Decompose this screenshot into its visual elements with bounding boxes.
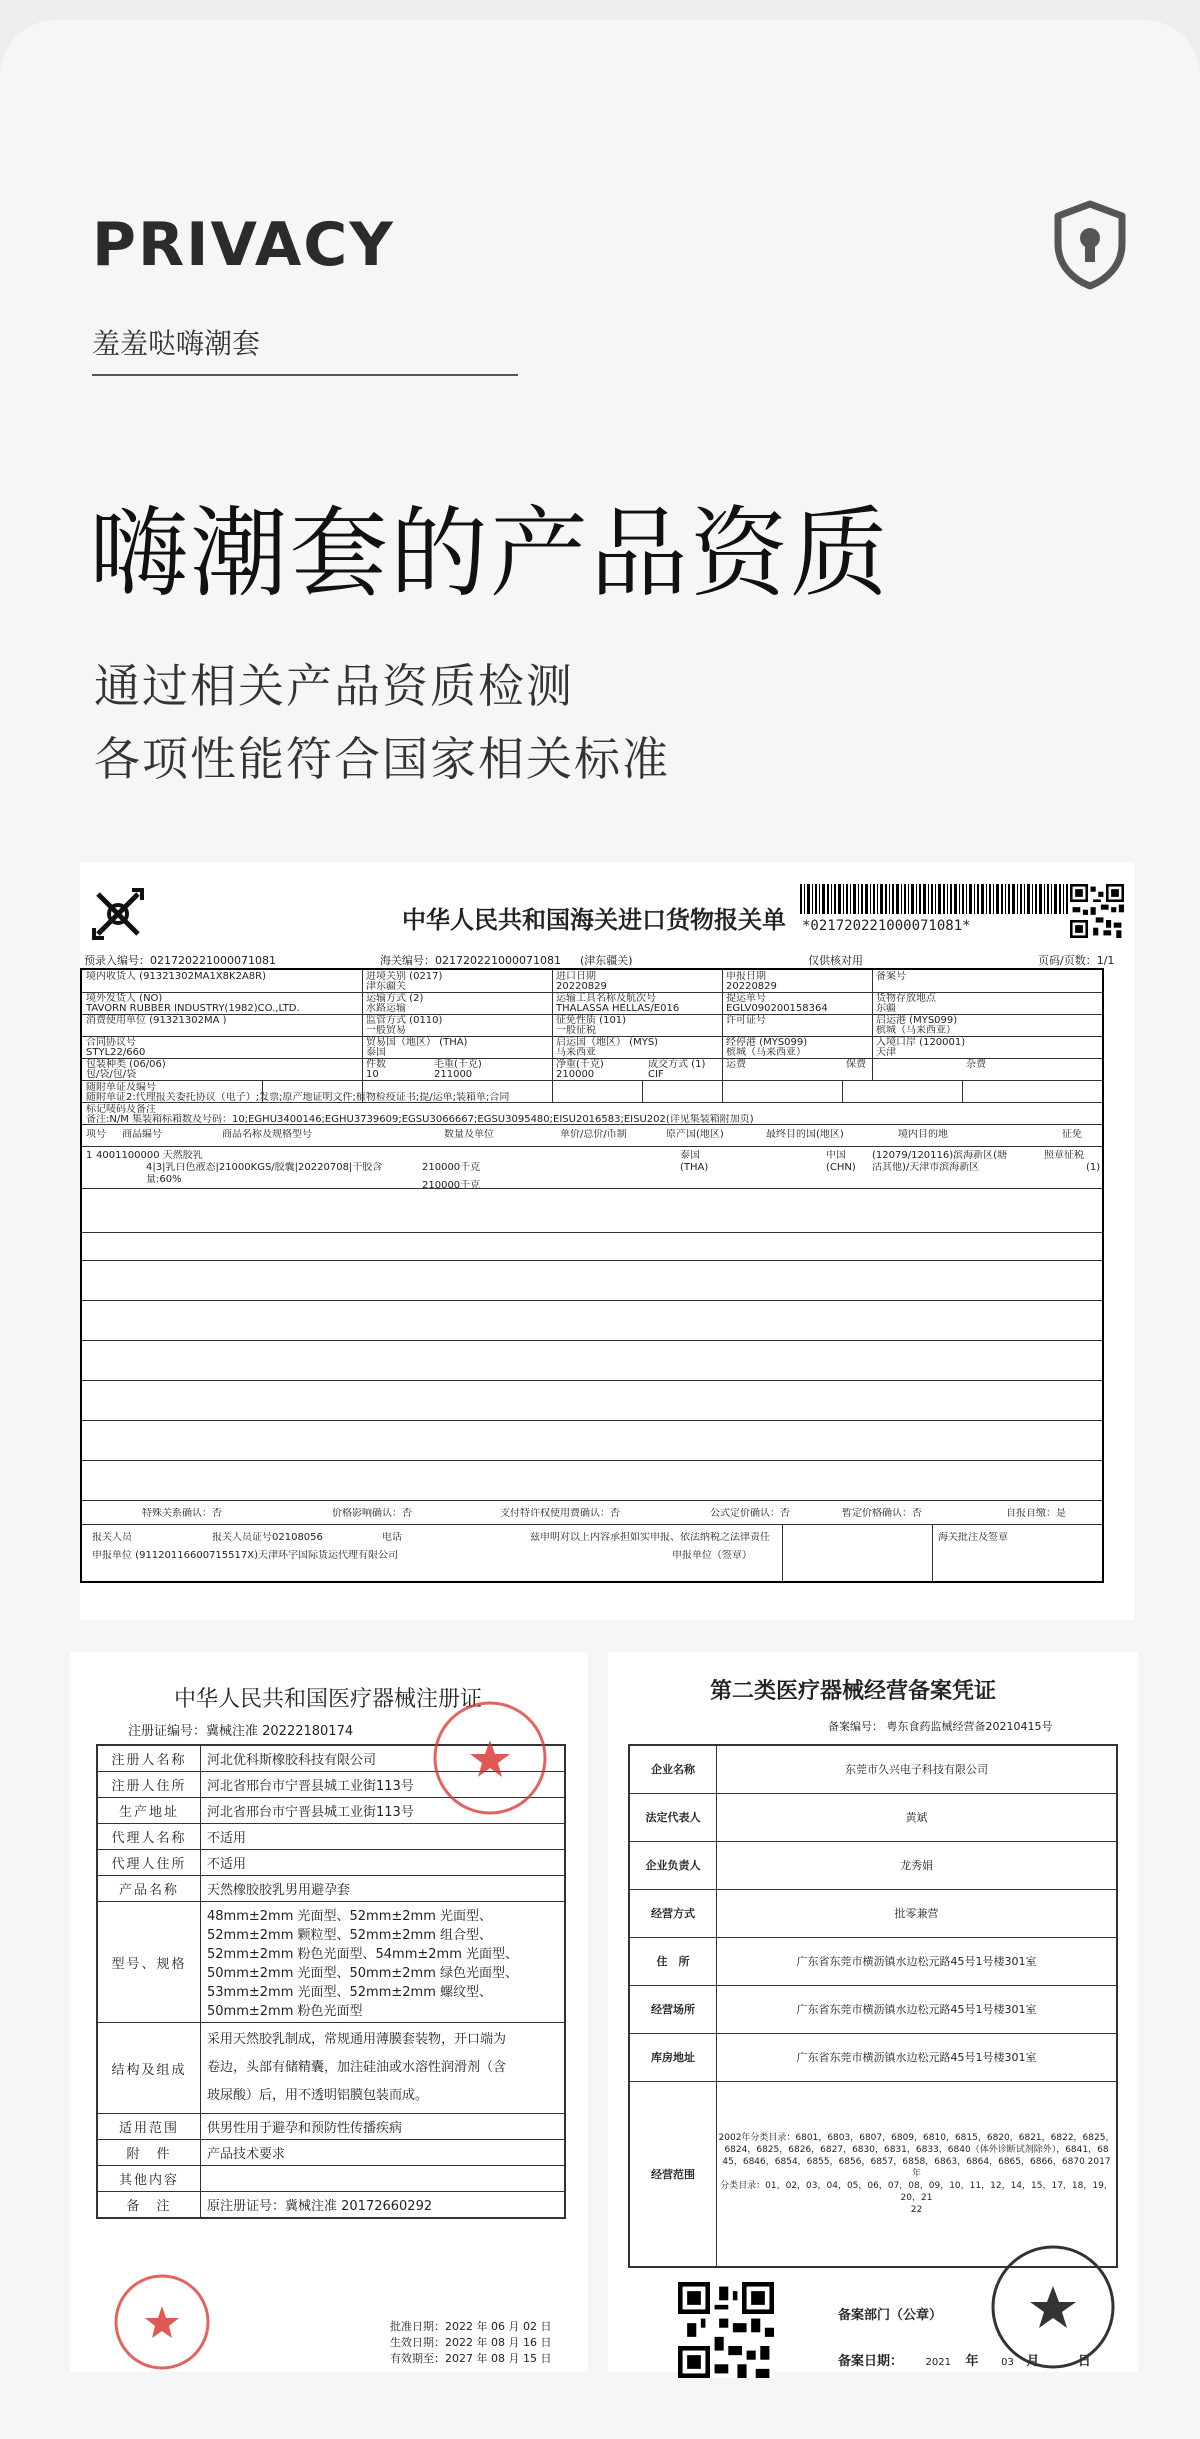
goods-head-origin: 原产国(地区) bbox=[666, 1129, 724, 1140]
registration-number: 注册证编号：冀械注准 20222180174 bbox=[128, 1724, 354, 1739]
rec-value-domicile: 广东省东莞市横沥镇水边松元路45号1号楼301室 bbox=[717, 1937, 1118, 1985]
structure-line: 卷边，头部有储精囊，加注硅油或水溶性润滑剂（含 bbox=[207, 2060, 507, 2075]
rec-value-scope bbox=[717, 2081, 1118, 2267]
goods-levy-2: (1) bbox=[1086, 1162, 1101, 1173]
reg-key-registrant: 注册人名称 bbox=[97, 1745, 201, 1772]
provisional-price: 暂定价格确认：否 bbox=[842, 1508, 922, 1519]
transit-port-value: 槟城（马来西亚） bbox=[726, 1047, 806, 1058]
registration-title: 中华人民共和国医疗器械注册证 bbox=[174, 1687, 483, 1712]
reg-value-scope: 供男性用于避孕和预防性传播疾病 bbox=[201, 2114, 566, 2140]
record-table bbox=[628, 1744, 1118, 2268]
reg-key-product: 产品名称 bbox=[97, 1876, 201, 1902]
goods-head-name: 商品名称及规格型号 bbox=[222, 1129, 312, 1140]
record-number: 备案编号： 粤东食药监械经营备20210415号 bbox=[828, 1720, 1053, 1733]
goods-dest: 中国 bbox=[826, 1150, 846, 1161]
spec-line: 53mm±2mm 光面型、52mm±2mm 螺纹型、 bbox=[207, 1985, 492, 2000]
reg-value-spec bbox=[201, 1902, 566, 2023]
divider bbox=[92, 374, 518, 376]
reg-value-agent: 不适用 bbox=[201, 1824, 566, 1850]
misc-fee-label: 杂费 bbox=[966, 1059, 986, 1070]
reg-key-production: 生产地址 bbox=[97, 1798, 201, 1824]
rec-key-legal-rep: 法定代表人 bbox=[629, 1793, 717, 1841]
customs-emblem-icon bbox=[88, 884, 148, 944]
red-seal-stamp bbox=[430, 1698, 550, 1818]
description-line-1: 通过相关产品资质检测 bbox=[94, 659, 574, 713]
scope-line: 2002年分类目录：6801，6803，6807，6809，6810，6815，6820，6821，6822，6825， bbox=[718, 2132, 1115, 2143]
goods-head-qty: 数量及单位 bbox=[444, 1129, 494, 1140]
phone-label: 电话 bbox=[382, 1532, 402, 1543]
depart-port-label: 启运港 (MYS099) bbox=[876, 1015, 958, 1026]
rec-key-domicile: 住 所 bbox=[629, 1937, 717, 1985]
reg-value-address: 河北省邢台市宁晋县城工业街113号 bbox=[201, 1772, 566, 1798]
reg-value-other bbox=[201, 2166, 566, 2192]
verify-note: 仅供核对用 bbox=[808, 954, 863, 967]
marks-label: 标记唛码及备注 bbox=[86, 1104, 156, 1115]
rec-value-mode: 批零兼营 bbox=[717, 1889, 1118, 1937]
description-line-2: 各项性能符合国家相关标准 bbox=[94, 732, 670, 786]
record-date-d: 日 bbox=[1077, 2354, 1091, 2369]
documents-label: 随附单证及编号 bbox=[86, 1082, 156, 1093]
price-influence: 价格影响确认：否 bbox=[332, 1508, 412, 1519]
record-date-month: 03 bbox=[1001, 2357, 1014, 2368]
origin-country-label: 启运国（地区） (MYS) bbox=[556, 1037, 659, 1048]
freight-label: 运费 bbox=[726, 1059, 746, 1070]
goods-code-name: 4001100000 天然胶乳 bbox=[96, 1150, 203, 1161]
reg-value-structure bbox=[201, 2023, 566, 2114]
record-department: 备案部门（公章） bbox=[838, 2308, 943, 2323]
goods-head-price: 单价/总价/币制 bbox=[560, 1129, 627, 1140]
page-title: 嗨潮套的产品资质 bbox=[90, 497, 891, 611]
spec-line: 52mm±2mm 粉色光面型、54mm±2mm 光面型、 bbox=[207, 1947, 518, 1962]
record-date-y: 年 bbox=[965, 2354, 979, 2369]
rec-key-scope: 经营范围 bbox=[629, 2081, 717, 2267]
entry-customs-value: 津东疆关 bbox=[366, 981, 406, 992]
trade-country-value: 泰国 bbox=[366, 1047, 386, 1058]
reg-value-registrant: 河北优科斯橡胶科技有限公司 bbox=[201, 1745, 566, 1772]
reg-key-other: 其他内容 bbox=[97, 2166, 201, 2192]
bill-of-lading-label: 提运单号 bbox=[726, 993, 766, 1004]
reg-key-agent: 代理人名称 bbox=[97, 1824, 201, 1850]
spec-line: 48mm±2mm 光面型、52mm±2mm 光面型、 bbox=[207, 1909, 492, 1924]
vessel-label: 运输工具名称及航次号 bbox=[556, 993, 656, 1004]
goods-domestic: (12079/120116)滨海新区(塘 bbox=[872, 1150, 1008, 1161]
contract-label: 合同协议号 bbox=[86, 1037, 136, 1048]
declare-unit-seal: 申报单位（签章） bbox=[672, 1550, 752, 1561]
goods-no: 1 bbox=[86, 1150, 93, 1161]
transport-value: 水路运输 bbox=[366, 1003, 406, 1014]
record-title: 第二类医疗器械经营备案凭证 bbox=[710, 1678, 997, 1704]
scope-line: 45，6846，6854，6855，6856，6857，6858，6863，6864，6865，6866，6870 2017年 bbox=[722, 2156, 1111, 2179]
rec-key-company: 企业名称 bbox=[629, 1745, 717, 1793]
scope-line: 22 bbox=[910, 2204, 923, 2215]
shipper-label: 境外发货人 (NO) bbox=[86, 993, 163, 1004]
insurance-label: 保费 bbox=[846, 1059, 866, 1070]
royalty-confirm: 支付特许权使用费确认：否 bbox=[500, 1508, 620, 1519]
scope-line: 6824，6825，6826，6827，6830，6831，6833，6840（体外诊断试剂除外），6841，68 bbox=[724, 2144, 1109, 2155]
scope-line: 分类目录：01，02，03，04，05，06，07，08，09，10，11，12，14，15，17，18，19，20，21 bbox=[720, 2180, 1113, 2203]
record-date-label: 备案日期： bbox=[838, 2354, 904, 2369]
goods-head-levy: 征免 bbox=[1062, 1129, 1082, 1140]
effective-date: 生效日期：2022 年 08 月 16 日 bbox=[390, 2336, 552, 2349]
goods-dest-code: (CHN) bbox=[826, 1162, 856, 1173]
rec-key-manager: 企业负责人 bbox=[629, 1841, 717, 1889]
package-label: 包装种类 (06/06) bbox=[86, 1059, 166, 1070]
shield-lock-icon bbox=[1050, 200, 1130, 290]
customs-note-label: 海关批注及签章 bbox=[938, 1532, 1008, 1543]
reg-value-product: 天然橡胶胶乳男用避孕套 bbox=[201, 1876, 566, 1902]
terms-label: 成交方式 (1) bbox=[648, 1059, 706, 1070]
import-date-label: 进口日期 bbox=[556, 971, 596, 982]
expiry-date: 有效期至：2027 年 08 月 15 日 bbox=[390, 2352, 552, 2365]
gross-weight-value: 211000 bbox=[434, 1069, 473, 1080]
customs-declaration bbox=[80, 862, 1134, 1620]
license-label: 许可证号 bbox=[726, 1015, 766, 1026]
gross-weight-label: 毛重(千克) bbox=[434, 1059, 482, 1070]
declarant-label: 报关人员 bbox=[92, 1532, 132, 1543]
reg-key-attachment: 附 件 bbox=[97, 2140, 201, 2166]
declare-date-value: 20220829 bbox=[726, 981, 777, 992]
customs-title: 中华人民共和国海关进口货物报关单 bbox=[402, 906, 786, 934]
pieces-label: 件数 bbox=[366, 1059, 386, 1070]
entry-port-value: 天津 bbox=[876, 1047, 896, 1058]
package-value: 包/袋/包/袋 bbox=[86, 1069, 137, 1080]
formula-pricing: 公式定价确认：否 bbox=[710, 1508, 790, 1519]
reg-key-address: 注册人住所 bbox=[97, 1772, 201, 1798]
origin-country-value: 马来西亚 bbox=[556, 1047, 596, 1058]
rec-key-premises: 经营场所 bbox=[629, 1985, 717, 2033]
storage-value: 东疆 bbox=[876, 1003, 896, 1014]
goods-spec-2: 量:60% bbox=[146, 1174, 182, 1185]
goods-origin: 泰国 bbox=[680, 1150, 700, 1161]
goods-head-code: 商品编号 bbox=[122, 1129, 162, 1140]
declare-date-label: 申报日期 bbox=[726, 971, 766, 982]
page bbox=[0, 20, 1200, 2439]
declaration-statement: 兹申明对以上内容承担如实申报、依法纳税之法律责任 bbox=[530, 1532, 770, 1543]
rec-key-mode: 经营方式 bbox=[629, 1889, 717, 1937]
reg-value-note: 原注册证号：冀械注准 20172660292 bbox=[201, 2192, 566, 2219]
net-weight-value: 210000 bbox=[556, 1069, 595, 1080]
import-date-value: 20220829 bbox=[556, 981, 607, 992]
structure-line: 玻尿酸）后，用不透明铝膜包装而成。 bbox=[207, 2088, 429, 2103]
barcode-text: *021720221000071081* bbox=[802, 918, 971, 934]
declarant-number: 报关人员证号02108056 bbox=[212, 1532, 323, 1543]
marks-value: 备注:N/M 集装箱标箱数及号码：10;EGHU3400146;EGHU3739609;EGSU3066667;EGSU3095480;EISU2016583;EISU202(详见集装箱附加页) bbox=[86, 1114, 754, 1125]
rec-value-manager: 龙秀娟 bbox=[717, 1841, 1118, 1889]
red-seal-stamp-bottom bbox=[112, 2272, 212, 2372]
rec-value-company: 东莞市久兴电子科技有限公司 bbox=[717, 1745, 1118, 1793]
declaration-grid bbox=[80, 968, 1104, 1583]
terms-value: CIF bbox=[648, 1069, 664, 1080]
spec-line: 50mm±2mm 光面型、50mm±2mm 绿色光面型、 bbox=[207, 1966, 518, 1981]
goods-head-no: 项号 bbox=[86, 1129, 106, 1140]
structure-line: 采用天然胶乳制成，常规通用薄膜套装物，开口端为 bbox=[207, 2032, 507, 2047]
goods-origin-code: (THA) bbox=[680, 1162, 709, 1173]
goods-qty-2: 210000千克 bbox=[422, 1180, 481, 1191]
depart-port-value: 槟城（马来西亚） bbox=[876, 1025, 956, 1036]
customs-port: (津东疆关) bbox=[580, 954, 633, 967]
shipper-value: TAVORN RUBBER INDUSTRY(1982)CO.,LTD. bbox=[86, 1003, 300, 1014]
pre-entry-number: 预录入编号：021720221000071081 bbox=[84, 954, 276, 967]
customs-number: 海关编号：021720221000071081 bbox=[380, 954, 561, 967]
entry-port-label: 入境口岸 (120001) bbox=[876, 1037, 966, 1048]
qr-code-icon bbox=[1070, 884, 1124, 938]
net-weight-label: 净重(千克) bbox=[556, 1059, 604, 1070]
contract-value: STYL22/660 bbox=[86, 1047, 146, 1058]
goods-domestic-2: 沽其他)/天津市滨海新区 bbox=[872, 1162, 980, 1173]
rec-value-legal-rep: 黄斌 bbox=[717, 1793, 1118, 1841]
record-date-year: 2021 bbox=[925, 2357, 951, 2368]
consignee-label: 境内收货人 (91321302MA1X8K2A8R) bbox=[86, 971, 266, 982]
record-certificate bbox=[608, 1652, 1138, 2372]
vessel-value: THALASSA HELLAS/E016 bbox=[556, 1003, 680, 1014]
rec-value-premises: 广东省东莞市横沥镇水边松元路45号1号楼301室 bbox=[717, 1985, 1118, 2033]
reg-key-scope: 适用范围 bbox=[97, 2114, 201, 2140]
special-relation: 特殊关系确认：否 bbox=[142, 1508, 222, 1519]
reg-value-agent-address: 不适用 bbox=[201, 1850, 566, 1876]
consumer-label: 消费使用单位 (91321302MA ) bbox=[86, 1015, 227, 1026]
pieces-value: 10 bbox=[366, 1069, 379, 1080]
goods-head-domestic: 境内目的地 bbox=[898, 1129, 948, 1140]
levy-value: 一般征税 bbox=[556, 1025, 596, 1036]
qr-code-icon bbox=[678, 2282, 774, 2378]
record-number-label: 备案号 bbox=[876, 971, 906, 982]
goods-levy: 照章征税 bbox=[1044, 1150, 1084, 1161]
record-date-m: 月 bbox=[1026, 2354, 1040, 2369]
bureau-seal-stamp bbox=[988, 2242, 1118, 2372]
entry-customs-label: 进境关别 (0217) bbox=[366, 971, 443, 982]
reg-key-structure: 结构及组成 bbox=[97, 2023, 201, 2114]
transport-label: 运输方式 (2) bbox=[366, 993, 424, 1004]
storage-label: 货物存放地点 bbox=[876, 993, 936, 1004]
reg-value-production: 河北省邢台市宁晋县城工业街113号 bbox=[201, 1798, 566, 1824]
declare-unit: 申报单位 (91120116600715517X)天津环宇国际货运代理有限公司 bbox=[92, 1550, 398, 1561]
registration-certificate bbox=[70, 1652, 588, 2372]
spec-line: 52mm±2mm 颗粒型、52mm±2mm 组合型、 bbox=[207, 1928, 492, 1943]
brand-logo: PRIVACY bbox=[92, 210, 395, 280]
reg-key-note: 备 注 bbox=[97, 2192, 201, 2219]
reg-key-spec: 型号、规格 bbox=[97, 1902, 201, 2023]
barcode bbox=[800, 884, 1068, 914]
reg-key-agent-address: 代理人住所 bbox=[97, 1850, 201, 1876]
goods-head-dest: 最终目的国(地区) bbox=[766, 1129, 844, 1140]
bill-of-lading-value: EGLV090200158364 bbox=[726, 1003, 828, 1014]
rec-key-warehouse: 库房地址 bbox=[629, 2033, 717, 2081]
supervision-label: 监管方式 (0110) bbox=[366, 1015, 443, 1026]
rec-value-warehouse: 广东省东莞市横沥镇水边松元路45号1号楼301室 bbox=[717, 2033, 1118, 2081]
goods-spec-1: 4|3|乳白色液态|21000KGS/胶囊|20220708|干胶含 bbox=[146, 1162, 383, 1173]
levy-label: 征免性质 (101) bbox=[556, 1015, 627, 1026]
reg-value-attachment: 产品技术要求 bbox=[201, 2140, 566, 2166]
supervision-value: 一般贸易 bbox=[366, 1025, 406, 1036]
goods-qty-1: 210000千克 bbox=[422, 1162, 481, 1173]
trade-country-label: 贸易国（地区） (THA) bbox=[366, 1037, 468, 1048]
page-count: 页码/页数：1/1 bbox=[1038, 954, 1115, 967]
approval-date: 批准日期：2022 年 06 月 02 日 bbox=[390, 2320, 552, 2333]
transit-port-label: 经停港 (MYS099) bbox=[726, 1037, 808, 1048]
spec-line: 50mm±2mm 粉色光面型 bbox=[207, 2004, 363, 2019]
brand-subtitle: 羞羞哒嗨潮套 bbox=[92, 327, 261, 360]
self-pay: 自报自缴：是 bbox=[1006, 1508, 1066, 1519]
documents-value: 随附单证2:代理报关委托协议（电子）;发票;原产地证明文件;植物检疫证书;提/运单;装箱单;合同 bbox=[86, 1092, 510, 1103]
